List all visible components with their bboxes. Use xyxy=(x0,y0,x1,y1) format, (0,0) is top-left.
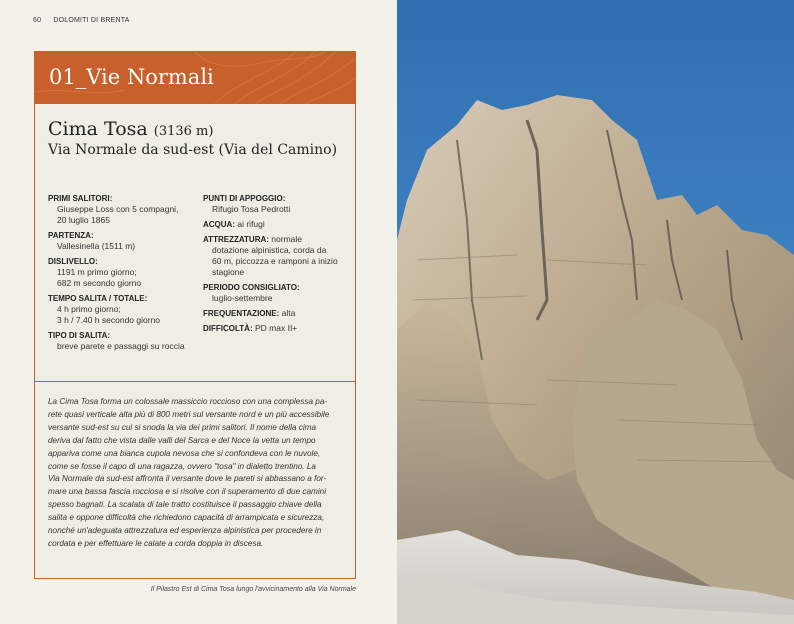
description-text xyxy=(48,396,346,551)
info-item xyxy=(203,323,353,334)
description-line: rete quasi verticale alta più di 800 metri sul versante nord e un più accessibile xyxy=(48,409,330,419)
description-line: salita e oppone difficoltà che richiedono capacità di arrampicata e sicurezza, xyxy=(48,513,325,523)
description-line: versante sud-est su cui si snoda la via dei primi salitori. Il nome della cima xyxy=(48,422,317,432)
right-page xyxy=(397,0,794,624)
info-value: stagione xyxy=(212,267,245,277)
peak-heading xyxy=(48,118,213,140)
info-label: PARTENZA: xyxy=(48,231,94,240)
route-card xyxy=(34,51,356,579)
info-value: 682 m secondo giorno xyxy=(57,278,142,288)
info-value: 3 h / 7.40 h secondo giorno xyxy=(57,315,161,325)
description-line: deriva dal fatto che vista dalle valli del Sarca e del Noce la vetta un tempo xyxy=(48,435,316,445)
section-banner xyxy=(35,52,355,104)
section-divider xyxy=(35,381,355,382)
description-line: appariva come una bianca cupola nevosa che si confondeva con le nuvole, xyxy=(48,448,321,458)
description-line: come se fosse il capo di una ragazza, ovvero "tosa" in dialetto trentino. La xyxy=(48,461,316,471)
info-item xyxy=(48,193,198,226)
info-item xyxy=(203,234,353,278)
info-value: 4 h primo giorno; xyxy=(57,304,121,314)
info-value: 60 m, piccozza e ramponi a inizio xyxy=(212,256,338,266)
info-item xyxy=(48,256,198,289)
description-line: spesso bagnati. La scalata di tale tratto costituisce il passaggio chiave della xyxy=(48,500,322,510)
info-item xyxy=(48,330,198,352)
info-label: DISLIVELLO: xyxy=(48,257,98,266)
photo-caption: Il Pilastro Est di Cima Tosa lungo l'avvicinamento alla Via Normale xyxy=(150,586,356,593)
info-label: PUNTI DI APPOGGIO: xyxy=(203,194,286,203)
info-value: ai rifugi xyxy=(237,219,265,229)
mountain-photo xyxy=(397,0,794,624)
info-value: 1191 m primo giorno; xyxy=(57,267,137,277)
description-line: Via Normale da sud-est affronta il versante dove le pareti si abbassano a for- xyxy=(48,474,327,484)
info-value: dotazione alpinistica, corda da xyxy=(212,245,327,255)
info-value: Giuseppe Loss con 5 compagni, xyxy=(57,204,179,214)
running-header xyxy=(33,17,140,24)
section-title: 01_Vie Normali xyxy=(49,65,214,89)
info-item xyxy=(203,219,353,230)
description-line: cordata e per effettuare le calate a corda doppia in discesa. xyxy=(48,538,264,548)
info-value: normale xyxy=(271,234,303,244)
info-value: PD max II+ xyxy=(255,323,298,333)
info-label: PERIODO CONSIGLIATO: xyxy=(203,283,300,292)
info-item xyxy=(48,230,198,252)
info-value: 20 luglio 1865 xyxy=(57,215,110,225)
info-item xyxy=(203,282,353,304)
info-item xyxy=(203,308,353,319)
peak-name: Cima Tosa xyxy=(48,118,148,140)
info-item xyxy=(48,293,198,326)
info-label: ATTREZZATURA: xyxy=(203,235,269,244)
info-label: TEMPO SALITA / TOTALE: xyxy=(48,294,148,303)
info-value: luglio-settembre xyxy=(212,293,273,303)
info-label: TIPO DI SALITA: xyxy=(48,331,111,340)
info-label: FREQUENTAZIONE: xyxy=(203,309,280,318)
route-name: Via Normale da sud-est (Via del Camino) xyxy=(48,142,338,158)
info-label: DIFFICOLTÀ: xyxy=(203,324,253,333)
page-number: 60 xyxy=(33,17,42,24)
description-line: nonché un'adeguata attrezzatura ed esperienza alpinistica per procedere in xyxy=(48,526,322,536)
info-label: ACQUA: xyxy=(203,220,235,229)
info-label: PRIMI SALITORI: xyxy=(48,194,113,203)
info-value: Rifugio Tosa Pedrotti xyxy=(212,204,291,214)
description-line: La Cima Tosa forma un colossale massiccio roccioso con una complessa pa- xyxy=(48,397,328,406)
peak-altitude: (3136 m) xyxy=(153,124,214,139)
info-column-right xyxy=(203,193,353,338)
description-line: mare una bassa fascia rocciosa e si risolve con il superamento di due camini xyxy=(48,487,327,497)
info-item xyxy=(203,193,353,215)
info-value: Vallesinella (1511 m) xyxy=(57,241,136,251)
info-value: breve parete e passaggi su roccia xyxy=(57,341,185,351)
info-value: alta xyxy=(281,308,296,318)
running-title: DOLOMITI DI BRENTA xyxy=(53,17,130,24)
info-column-left xyxy=(48,193,198,356)
